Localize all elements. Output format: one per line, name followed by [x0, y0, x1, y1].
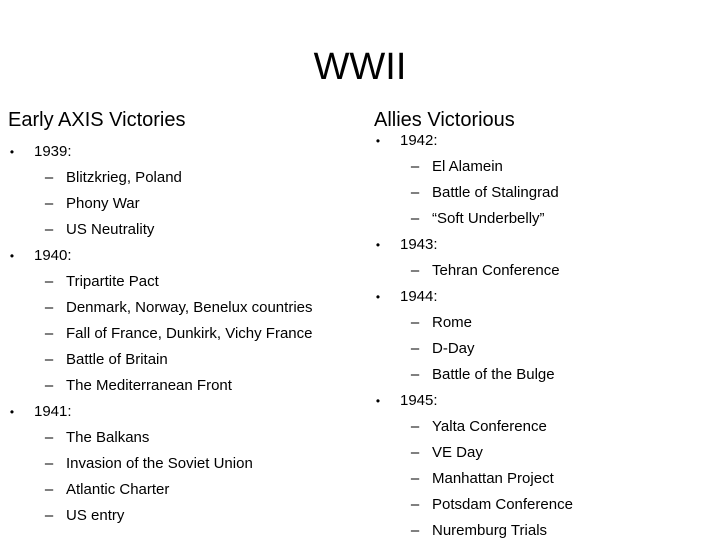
event-item — [0, 217, 350, 243]
event-item — [366, 414, 716, 440]
dash-icon: – — [44, 507, 54, 524]
left-year-item — [0, 243, 350, 399]
event-label: US Neutrality — [66, 221, 155, 238]
right-year-item — [366, 388, 716, 544]
dash-icon: – — [44, 325, 54, 342]
bullet-icon: • — [375, 238, 381, 252]
dash-icon: – — [44, 481, 54, 498]
event-label: Denmark, Norway, Benelux countries — [66, 299, 313, 316]
event-item — [0, 451, 350, 477]
event-label: Tripartite Pact — [66, 273, 159, 290]
event-item — [0, 191, 350, 217]
event-item — [0, 503, 350, 529]
left-bullet-list — [0, 139, 350, 529]
event-label: The Mediterranean Front — [66, 377, 232, 394]
event-item — [0, 477, 350, 503]
bullet-icon: • — [9, 249, 15, 263]
event-list — [366, 310, 716, 388]
dash-icon: – — [410, 366, 420, 383]
event-label: Blitzkrieg, Poland — [66, 169, 182, 186]
event-item — [0, 425, 350, 451]
event-label: Potsdam Conference — [432, 496, 573, 513]
event-label: Rome — [432, 314, 473, 331]
event-item — [366, 492, 716, 518]
bullet-icon: • — [9, 405, 15, 419]
dash-icon: – — [410, 158, 420, 175]
event-item — [0, 373, 350, 399]
right-year-item — [366, 284, 716, 388]
event-list — [0, 165, 350, 243]
event-label: Fall of France, Dunkirk, Vichy France — [66, 325, 313, 342]
left-column-heading: Early AXIS Victories — [8, 109, 186, 131]
left-year-item — [0, 399, 350, 529]
event-label: VE Day — [432, 444, 483, 461]
event-item — [366, 466, 716, 492]
year-label: 1939: — [34, 143, 72, 160]
event-label: Invasion of the Soviet Union — [66, 455, 253, 472]
year-label: 1945: — [400, 392, 438, 409]
dash-icon: – — [410, 522, 420, 539]
dash-icon: – — [44, 273, 54, 290]
event-item — [366, 336, 716, 362]
dash-icon: – — [410, 210, 420, 227]
bullet-icon: • — [375, 134, 381, 148]
dash-icon: – — [410, 418, 420, 435]
dash-icon: – — [410, 262, 420, 279]
event-item — [0, 165, 350, 191]
event-label: El Alamein — [432, 158, 503, 175]
event-label: Atlantic Charter — [66, 481, 170, 498]
dash-icon: – — [410, 444, 420, 461]
dash-icon: – — [44, 351, 54, 368]
event-list — [0, 425, 350, 529]
event-item — [366, 440, 716, 466]
event-label: Yalta Conference — [432, 418, 547, 435]
event-item — [0, 347, 350, 373]
left-year-item — [0, 139, 350, 243]
dash-icon: – — [44, 169, 54, 186]
year-label: 1942: — [400, 132, 438, 149]
event-list — [0, 269, 350, 399]
dash-icon: – — [44, 377, 54, 394]
bullet-icon: • — [375, 290, 381, 304]
event-item — [366, 180, 716, 206]
event-item — [366, 154, 716, 180]
event-item — [366, 518, 716, 544]
bullet-icon: • — [375, 394, 381, 408]
bullet-icon: • — [9, 145, 15, 159]
event-label: Tehran Conference — [432, 262, 560, 279]
right-year-item — [366, 232, 716, 284]
event-label: D-Day — [432, 340, 475, 357]
event-label: Phony War — [66, 195, 140, 212]
right-bullet-list — [366, 128, 716, 544]
event-list — [366, 258, 716, 284]
year-label: 1943: — [400, 236, 438, 253]
dash-icon: – — [410, 470, 420, 487]
dash-icon: – — [44, 429, 54, 446]
event-label: The Balkans — [66, 429, 150, 446]
year-label: 1944: — [400, 288, 438, 305]
event-item — [0, 295, 350, 321]
dash-icon: – — [44, 455, 54, 472]
event-item — [366, 310, 716, 336]
dash-icon: – — [44, 195, 54, 212]
event-label: US entry — [66, 507, 125, 524]
event-label: Battle of the Bulge — [432, 366, 555, 383]
event-list — [366, 414, 716, 544]
slide-title: WWII — [313, 46, 407, 88]
year-label: 1941: — [34, 403, 72, 420]
dash-icon: – — [410, 340, 420, 357]
event-label: Battle of Stalingrad — [432, 184, 559, 201]
event-item — [0, 321, 350, 347]
right-year-item — [366, 128, 716, 232]
dash-icon: – — [44, 221, 54, 238]
event-label: Nuremburg Trials — [432, 522, 548, 539]
event-label: Manhattan Project — [432, 470, 554, 487]
right-column-heading: Allies Victorious — [374, 109, 515, 131]
event-list — [366, 154, 716, 232]
event-item — [366, 258, 716, 284]
dash-icon: – — [44, 299, 54, 316]
event-label: “Soft Underbelly” — [432, 210, 545, 227]
event-item — [0, 269, 350, 295]
year-label: 1940: — [34, 247, 72, 264]
event-label: Battle of Britain — [66, 351, 168, 368]
event-item — [366, 362, 716, 388]
dash-icon: – — [410, 314, 420, 331]
dash-icon: – — [410, 184, 420, 201]
dash-icon: – — [410, 496, 420, 513]
event-item — [366, 206, 716, 232]
